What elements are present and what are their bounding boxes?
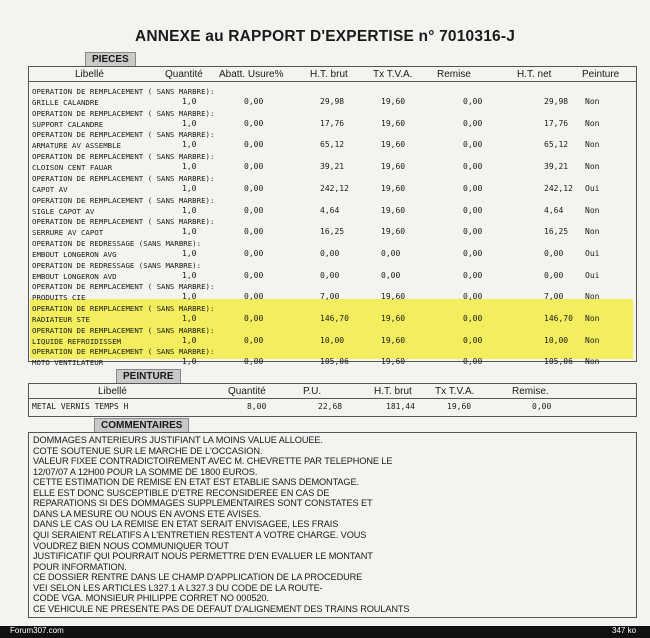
table-row [32, 216, 632, 238]
table-row [32, 325, 632, 347]
row-cell-abatt: 0,00 [244, 357, 264, 367]
row-cell-qte: 1,0 [182, 270, 197, 280]
row-cell-net: 0,00 [544, 248, 564, 258]
row-cell-remise: 0,00 [463, 118, 483, 128]
comment-line: JUSTIFICATIF QUI POURRAIT NOUS PERMETTRE D'EN EVALUER LE MONTANT [33, 551, 373, 562]
row-cell-tva: 19,60 [381, 314, 406, 323]
table-row [32, 86, 632, 108]
row-cell-qte: 1,0 [182, 292, 197, 302]
row-cell-remise: 0,00 [463, 183, 483, 193]
row-cell-remise: 0,00 [463, 227, 483, 237]
row-operation: OPERATION DE REMPLACEMENT ( SANS MARBRE): [32, 282, 215, 292]
table-row [32, 303, 632, 325]
row-operation: OPERATION DE REMPLACEMENT ( SANS MARBRE): [32, 347, 215, 357]
row-cell-tva: 19,60 [381, 183, 406, 193]
row-cell-peint: Non [585, 357, 600, 367]
row-cell-net: 17,76 [544, 118, 569, 128]
row-cell-brut: 0,00 [320, 270, 340, 280]
comment-line: POUR INFORMATION. [33, 561, 127, 572]
peinture-row-tva: 19,60 [447, 402, 472, 411]
row-cell-qte: 1,0 [182, 357, 197, 367]
row-item: RADIATEUR STE [32, 315, 90, 324]
table-row [32, 129, 632, 151]
table-row [32, 195, 632, 217]
table-row [32, 346, 632, 368]
row-operation: OPERATION DE REDRESSAGE (SANS MARBRE): [32, 260, 202, 270]
table-row [32, 281, 632, 303]
row-cell-abatt: 0,00 [244, 118, 264, 128]
row-cell-qte: 1,0 [182, 118, 197, 128]
row-cell-remise: 0,00 [463, 162, 483, 172]
row-cell-peint: Oui [585, 248, 600, 258]
row-cell-net: 4,64 [544, 205, 564, 215]
peinture-header-libelle: Libellé [98, 386, 127, 397]
row-cell-remise: 0,00 [463, 292, 483, 302]
row-item: SUPPORT CALANDRE [32, 119, 104, 129]
peinture-row-qte: 8,00 [247, 402, 267, 411]
pieces-header-tva: Tx T.V.A. [373, 69, 413, 80]
comment-line: CETTE ESTIMATION DE REMISE EN ETAT EST ETABLIE SANS DEMONTAGE. [33, 477, 359, 488]
comment-line: VOUDREZ BIEN NOUS COMMUNIQUER TOUT [33, 540, 229, 551]
row-operation: OPERATION DE REMPLACEMENT ( SANS MARBRE): [32, 217, 215, 227]
row-item: LIQUIDE REFROIDISSEM [32, 336, 121, 346]
pieces-section-tab: PIECES [85, 52, 136, 67]
row-item: CLOISON CENT FAUAR [32, 163, 113, 173]
comment-line: VALEUR FIXEE CONTRADICTOIREMENT AVEC M. CHEVRETTE PAR TELEPHONE LE [33, 456, 393, 467]
row-cell-brut: 10,00 [320, 335, 345, 345]
row-item: EMBOUT LONGERON AVG [32, 249, 117, 259]
row-cell-abatt: 0,00 [244, 162, 264, 172]
pieces-header-libelle: Libellé [75, 69, 104, 80]
row-cell-brut: 242,12 [320, 183, 349, 193]
pieces-header-ht-net: H.T. net [517, 69, 552, 80]
peinture-row-label: METAL VERNIS TEMPS H [32, 402, 129, 411]
row-cell-net: 105,06 [544, 357, 573, 367]
row-cell-tva: 19,60 [381, 140, 406, 150]
row-cell-qte: 1,0 [182, 183, 197, 193]
row-cell-qte: 1,0 [182, 162, 197, 172]
row-cell-tva: 0,00 [381, 248, 401, 258]
peinture-header-quantite: Quantité [228, 386, 266, 397]
row-cell-peint: Non [585, 227, 600, 237]
row-cell-qte: 1,0 [182, 335, 197, 345]
peinture-row-remise: 0,00 [532, 402, 552, 411]
row-cell-remise: 0,00 [463, 97, 483, 106]
row-cell-brut: 17,76 [320, 118, 345, 128]
row-cell-tva: 19,60 [381, 292, 406, 302]
row-cell-remise: 0,00 [463, 140, 483, 150]
row-cell-tva: 19,60 [381, 357, 406, 367]
comment-line: DANS LE CAS OU LA REMISE EN ETAT SERAIT ENVISAGEE, LES FRAIS [33, 519, 339, 530]
row-cell-brut: 0,00 [320, 248, 340, 258]
row-cell-net: 0,00 [544, 270, 564, 280]
peinture-header-ht-brut: H.T. brut [374, 386, 412, 397]
comment-line: CODE VGA. MONSIEUR PHILIPPE CORRET NO 000520. [33, 593, 269, 604]
peinture-section-tab: PEINTURE [116, 369, 181, 384]
row-cell-abatt: 0,00 [244, 205, 264, 215]
row-cell-peint: Non [585, 140, 600, 150]
row-cell-tva: 0,00 [381, 270, 401, 280]
comment-line: VEI SELON LES ARTICLES L327.1 A L327.3 DU CODE DE LA ROUTE- [33, 582, 323, 593]
row-cell-peint: Oui [585, 183, 600, 193]
table-row [32, 108, 632, 130]
table-row [32, 260, 632, 282]
row-item: ARMATURE AV ASSEMBLE [32, 141, 121, 151]
row-cell-abatt: 0,00 [244, 97, 264, 106]
row-cell-net: 29,98 [544, 97, 569, 106]
row-cell-remise: 0,00 [463, 357, 483, 367]
row-operation: OPERATION DE REMPLACEMENT ( SANS MARBRE): [32, 108, 215, 118]
row-cell-brut: 146,70 [320, 314, 349, 323]
row-cell-brut: 65,12 [320, 140, 345, 150]
row-cell-tva: 19,60 [381, 162, 406, 172]
row-operation: OPERATION DE REDRESSAGE (SANS MARBRE): [32, 238, 202, 248]
comment-line: QUI SERAIENT RELATIFS A L'ENTRETIEN RESTENT A VOTRE CHARGE. VOUS [33, 529, 367, 540]
peinture-header-remise: Remise. [512, 386, 549, 397]
row-item: MOTO VENTILATEUR [32, 358, 104, 368]
row-cell-tva: 19,60 [381, 227, 406, 237]
peinture-header-pu: P.U. [303, 386, 322, 397]
row-cell-peint: Non [585, 314, 600, 323]
row-cell-peint: Non [585, 97, 600, 106]
comment-line: DANS LA MESURE OU NOUS EN AVONS ETE AVISES. [33, 508, 262, 519]
row-cell-qte: 1,0 [182, 227, 197, 237]
row-cell-peint: Non [585, 292, 600, 302]
row-cell-net: 242,12 [544, 183, 573, 193]
row-operation: OPERATION DE REMPLACEMENT ( SANS MARBRE): [32, 87, 215, 96]
comment-line: CE VEHICULE NE PRESENTE PAS DE DEFAUT D'ALIGNEMENT DES TRAINS ROULANTS [33, 603, 410, 614]
pieces-header-ht-brut: H.T. brut [310, 69, 348, 80]
row-cell-net: 7,00 [544, 292, 564, 302]
table-row [32, 151, 632, 173]
comment-line: REPARATIONS SI DES DOMMAGES SUPPLEMENTAIRES SONT CONSTATES ET [33, 498, 373, 509]
row-item: PRODUITS CIE [32, 293, 86, 303]
peinture-row-brut: 181,44 [386, 402, 415, 411]
row-cell-remise: 0,00 [463, 270, 483, 280]
row-cell-tva: 19,60 [381, 97, 406, 106]
row-cell-remise: 0,00 [463, 248, 483, 258]
row-cell-peint: Non [585, 118, 600, 128]
comment-line: ELLE EST DONC SUSCEPTIBLE D'ETRE RECONSIDEREE EN CAS DE [33, 487, 330, 498]
pieces-header-peinture: Peinture [582, 69, 620, 80]
row-cell-tva: 19,60 [381, 118, 406, 128]
row-cell-tva: 19,60 [381, 205, 406, 215]
document-title: ANNEXE au RAPPORT D'EXPERTISE n° 7010316-J [134, 28, 516, 45]
row-cell-remise: 0,00 [463, 314, 483, 323]
row-cell-abatt: 0,00 [244, 335, 264, 345]
row-operation: OPERATION DE REMPLACEMENT ( SANS MARBRE): [32, 304, 215, 313]
row-cell-abatt: 0,00 [244, 227, 264, 237]
row-cell-net: 65,12 [544, 140, 569, 150]
file-size-label: 347 ko [612, 626, 637, 635]
row-cell-brut: 39,21 [320, 162, 345, 172]
comment-line: CE DOSSIER RENTRE DANS LE CHAMP D'APPLICATION DE LA PROCEDURE [33, 572, 363, 583]
row-operation: OPERATION DE REMPLACEMENT ( SANS MARBRE): [32, 152, 215, 162]
pieces-header-quantite: Quantité [165, 69, 203, 80]
row-cell-qte: 1,0 [182, 97, 197, 106]
row-cell-net: 39,21 [544, 162, 569, 172]
row-operation: OPERATION DE REMPLACEMENT ( SANS MARBRE): [32, 173, 215, 183]
row-cell-remise: 0,00 [463, 205, 483, 215]
table-row [32, 173, 632, 195]
table-row [32, 238, 632, 260]
row-cell-brut: 29,98 [320, 97, 345, 106]
row-cell-qte: 1,0 [182, 314, 197, 323]
row-cell-brut: 4,64 [320, 205, 340, 215]
peinture-header-tva: Tx T.V.A. [435, 386, 475, 397]
row-cell-net: 10,00 [544, 335, 569, 345]
pieces-header-remise: Remise [437, 69, 471, 80]
row-item: GRILLE CALANDRE [32, 98, 99, 107]
row-cell-qte: 1,0 [182, 205, 197, 215]
row-cell-abatt: 0,00 [244, 314, 264, 323]
row-item: EMBOUT LONGERON AVD [32, 271, 117, 281]
row-cell-peint: Non [585, 162, 600, 172]
row-cell-peint: Non [585, 335, 600, 345]
row-item: SERRURE AV CAPOT [32, 228, 104, 238]
row-item: CAPOT AV [32, 184, 68, 194]
row-cell-brut: 105,06 [320, 357, 349, 367]
row-operation: OPERATION DE REMPLACEMENT ( SANS MARBRE): [32, 130, 215, 140]
row-cell-abatt: 0,00 [244, 140, 264, 150]
pieces-header-abatt: Abatt. Usure% [219, 69, 284, 80]
row-cell-tva: 19,60 [381, 335, 406, 345]
row-cell-brut: 16,25 [320, 227, 345, 237]
row-cell-brut: 7,00 [320, 292, 340, 302]
row-cell-peint: Oui [585, 270, 600, 280]
row-operation: OPERATION DE REMPLACEMENT ( SANS MARBRE): [32, 195, 215, 205]
row-cell-net: 146,70 [544, 314, 573, 323]
bottom-bar [0, 626, 650, 638]
row-cell-remise: 0,00 [463, 335, 483, 345]
row-cell-qte: 1,0 [182, 140, 197, 150]
commentaires-section-tab: COMMENTAIRES [94, 418, 189, 433]
row-cell-qte: 1,0 [182, 248, 197, 258]
row-item: SIGLE CAPOT AV [32, 206, 95, 216]
comment-line: COTE SOUTENUE SUR LE MARCHE DE L'OCCASION. [33, 445, 263, 456]
row-cell-abatt: 0,00 [244, 292, 264, 302]
row-operation: OPERATION DE REMPLACEMENT ( SANS MARBRE): [32, 325, 215, 335]
row-cell-net: 16,25 [544, 227, 569, 237]
row-cell-peint: Non [585, 205, 600, 215]
row-cell-abatt: 0,00 [244, 183, 264, 193]
forum-watermark: Forum307.com [10, 626, 64, 635]
comment-line: 12/07/07 A 12H00 POUR LA SOMME DE 1800 EUROS. [33, 466, 258, 477]
peinture-row-pu: 22,68 [318, 402, 343, 411]
comment-line: DOMMAGES ANTERIEURS JUSTIFIANT LA MOINS VALUE ALLOUEE. [33, 435, 323, 445]
row-cell-abatt: 0,00 [244, 248, 264, 258]
row-cell-abatt: 0,00 [244, 270, 264, 280]
